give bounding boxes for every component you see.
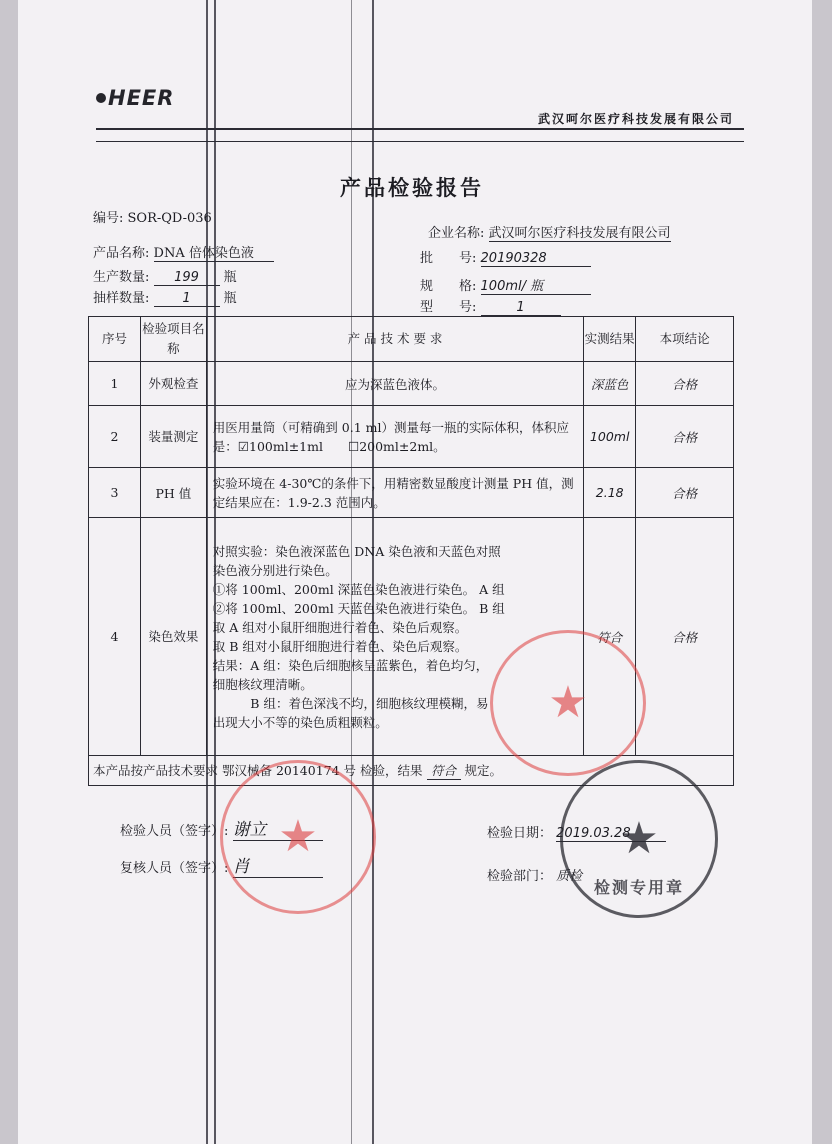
header-company-name: 武汉呵尔医疗科技发展有限公司 bbox=[538, 112, 735, 126]
production-quantity: 生产数量: 199 瓶 bbox=[93, 270, 237, 285]
product-name: 产品名称: DNA 倍体染色液 bbox=[93, 242, 274, 262]
header-rule bbox=[96, 141, 744, 142]
inspection-seal: ★ 检测专用章 bbox=[560, 760, 718, 918]
header-requirement: 产 品 技 术 要 求 bbox=[206, 317, 583, 362]
red-company-seal bbox=[490, 630, 646, 776]
header-rule bbox=[96, 128, 744, 130]
table-row: 2 装量测定 用医用量筒（可精确到 0.1 ml）测量每一瓶的实际体积，体积应是：☑100ml±1ml ☐200ml±2ml。 100ml 合格 bbox=[89, 406, 734, 468]
star-icon: ★ bbox=[619, 813, 659, 864]
company-logo: HEER bbox=[96, 86, 174, 110]
document-number: 编号: SOR-QD-036 bbox=[93, 211, 212, 226]
star-icon: ★ bbox=[278, 811, 318, 862]
header-item: 检验项目名称 bbox=[140, 317, 206, 362]
table-row: 3 PH 值 实验环境在 4-30℃的条件下，用精密数显酸度计测量 PH 值，测定结果应在：1.9-2.3 范围内。 2.18 合格 bbox=[89, 468, 734, 518]
inspection-department: 检验部门： 质检 bbox=[487, 869, 583, 884]
reviewer-signature: 复核人员（签字）: 肖 bbox=[120, 852, 323, 878]
inspector-signature: 检验人员（签字）: 谢立 bbox=[120, 815, 323, 841]
table-footer-row: 本产品按产品技术要求 鄂汉械备 20140174 号 检验，结果 符合 规定。 bbox=[89, 756, 734, 786]
table-row: 1 外观检查 应为深蓝色液体。 深蓝色 合格 bbox=[89, 362, 734, 406]
staining-requirement: 对照实验：染色液深蓝色 DNA 染色液和天蓝色对照 染色液分别进行染色。 ①将 100ml、200ml 深蓝色染色液进行染色。 A 组 ②将 100ml、200ml 天蓝色染色液进行染色。 B 组 取 A 组对小鼠肝细胞进行着色、染色后观察。 取 B 组对小鼠肝细胞进行着色、染色后观察。 结果：A 组：染色后细胞核呈蓝紫色，着色均匀， 细胞核纹理清晰。 B 组：着色深浅不均，细胞核纹理模糊，易 出现大小不等的染色质粗颗粒。 bbox=[206, 518, 583, 756]
header-conclusion: 本项结论 bbox=[636, 317, 734, 362]
table-row: 4 染色效果 对照实验：染色液深蓝色 DNA 染色液和天蓝色对照 染色液分别进行染色。 ①将 100ml、200ml 深蓝色染色液进行染色。 A 组 ②将 100ml、200ml 天蓝色染色液进行染色。 B 组 取 A 组对小鼠肝细胞进行着色、染色后观察。 取 B 组对小鼠肝细胞进行着色、染色后观察。 结果：A 组：染色后细胞核呈蓝紫色，着色均匀， 细胞核纹理清晰。 B 组：着色深浅不均，细胞核纹理模糊，易 出现大小不等的染色质粗颗粒。 符合 合格 bbox=[89, 518, 734, 756]
batch-number: 批 号: 20190328 bbox=[420, 247, 591, 267]
star-icon: ★ bbox=[548, 677, 588, 728]
enterprise-name: 企业名称: 武汉呵尔医疗科技发展有限公司 bbox=[428, 222, 671, 242]
header-result: 实测结果 bbox=[584, 317, 636, 362]
specification: 规 格: 100ml/ 瓶 bbox=[420, 275, 591, 295]
model: 型 号: 1 bbox=[420, 296, 561, 316]
document-title: 产品检验报告 bbox=[340, 175, 484, 200]
inspection-date: 检验日期： 2019.03.28 bbox=[487, 822, 666, 842]
table-header-row bbox=[89, 317, 734, 362]
sample-quantity: 抽样数量: 1 瓶 bbox=[93, 291, 237, 306]
red-company-seal bbox=[220, 760, 376, 914]
header-no: 序号 bbox=[89, 317, 141, 362]
scan-edge-left bbox=[0, 0, 18, 1144]
scan-edge-right bbox=[812, 0, 832, 1144]
